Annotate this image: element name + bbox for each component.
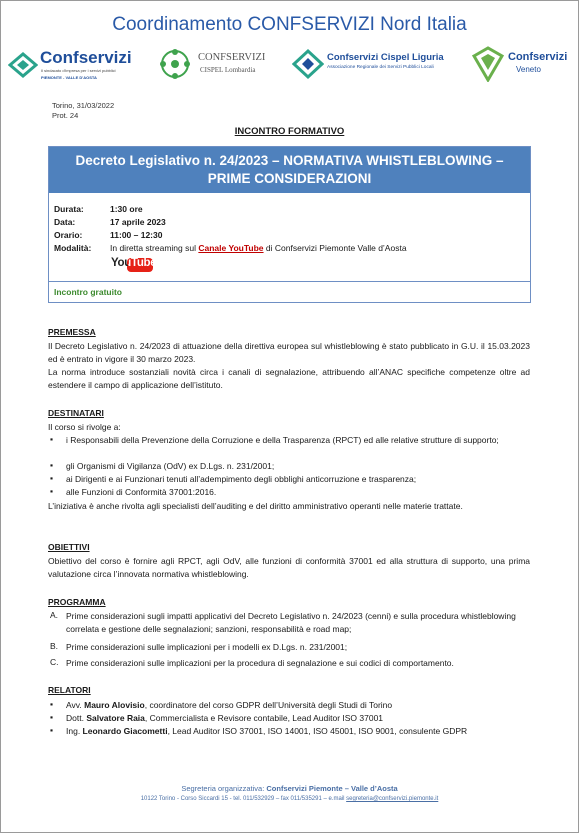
bullet-icon: ▪: [50, 725, 54, 735]
free-event-label: Incontro gratuito: [54, 287, 122, 297]
protocol-number: Prot. 24: [52, 111, 79, 120]
bullet-icon: ▪: [50, 712, 54, 722]
youtube-text: YouTube: [111, 257, 157, 269]
event-title-line-1: Decreto Legislativo n. 24/2023 – NORMATIVA WHISTLEBLOWING –: [75, 153, 504, 168]
logo-name: Confservizi: [40, 48, 132, 67]
destinatari-item: i Responsabili della Prevenzione della Corruzione e della Trasparenza (RPCT) ed alle relative strutture di supporto;: [66, 435, 499, 445]
logo-cispel-lombardia: [158, 44, 288, 84]
logo-subtitle: Il sindacato d'impresa per i servizi pubblici: [41, 68, 116, 73]
data-label: Data:: [54, 217, 76, 227]
programma-letter: A.: [50, 610, 59, 620]
event-title-line-2: PRIME CONSIDERAZIONI: [207, 171, 372, 186]
durata-value: 1:30 ore: [110, 204, 143, 214]
relatori-heading: RELATORI: [48, 685, 91, 695]
cispel-liguria-mark-icon: [292, 48, 324, 80]
programma-item: Prime considerazioni sulle implicazioni per i modelli ex D.Lgs. n. 231/2001;: [66, 642, 348, 652]
relatore-item: [66, 699, 530, 712]
cispel-lombardia-mark-icon: [158, 47, 192, 81]
page-title: Coordinamento CONFSERVIZI Nord Italia: [112, 14, 467, 35]
premessa-heading: PREMESSA: [48, 327, 96, 337]
bullet-icon: ▪: [50, 486, 54, 496]
programma-item: Prime considerazioni sugli impatti applicativi del Decreto Legislativo n. 24/2023 (cenni) e sulla procedura whistleblowing correlata e gestione delle segnalazioni; sanzioni, responsabilità e road map;: [66, 611, 516, 634]
logo-name: Confservizi: [508, 51, 568, 63]
confservizi-veneto-mark-icon: [472, 46, 504, 82]
bullet-icon: ▪: [50, 699, 54, 709]
footer-segreteria: [0, 784, 579, 793]
destinatari-intro: Il corso si rivolge a:: [48, 422, 121, 432]
event-type-heading: INCONTRO FORMATIVO: [234, 126, 345, 137]
premessa-paragraph-1: Il Decreto Legislativo n. 24/2023 di attuazione della direttiva europea sul whistleblowing è stato pubblicato in G.U. il 15.03.2023 ed è entrato in vigore il 30 marzo 2023.: [48, 341, 530, 364]
relatore-name: Mauro Alovisio: [84, 700, 145, 710]
bullet-icon: ▪: [50, 460, 54, 470]
obiettivi-heading: OBIETTIVI: [48, 542, 90, 552]
bullet-icon: ▪: [50, 434, 54, 444]
modalita-text-pre: In diretta streaming sul: [110, 243, 199, 253]
confservizi-piemonte-mark-icon: [8, 50, 38, 80]
destinatari-item: ai Dirigenti e ai Funzionari tenuti all’adempimento degli obblighi anticorruzione e trasparenza;: [66, 474, 417, 484]
programma-letter: C.: [50, 657, 59, 667]
logo-subtitle: Veneto: [516, 65, 541, 74]
modalita-text-post: di Confservizi Piemonte Valle d’Aosta: [263, 243, 407, 253]
relatore-name: Salvatore Raia: [86, 713, 145, 723]
programma-heading: PROGRAMMA: [48, 597, 106, 607]
footer-segreteria-name: Confservizi Piemonte – Valle d’Aosta: [266, 784, 398, 793]
relatore-title: Ing.: [66, 726, 83, 736]
relatore-role: , Lead Auditor ISO 37001, ISO 14001, ISO 45001, ISO 9001, consulente GDPR: [167, 726, 468, 736]
logo-subtitle: CISPEL Lombardia: [200, 66, 256, 74]
youtube-logo[interactable]: [110, 257, 157, 273]
programma-letter: B.: [50, 641, 59, 651]
youtube-wordmark: [111, 257, 156, 269]
relatore-title: Avv.: [66, 700, 85, 710]
logo-subtitle: Associazione Regionale dei Servizi Pubblici Locali: [327, 65, 434, 70]
bullet-icon: ▪: [50, 473, 54, 483]
relatore-role: , Commercialista e Revisore contabile, Lead Auditor ISO 37001: [144, 713, 384, 723]
event-title: [49, 147, 530, 193]
logo-subtitle-region: PIEMONTE - VALLE D'AOSTA: [41, 75, 97, 80]
logo-name: CONFSERVIZI: [198, 52, 266, 63]
box-divider: [49, 281, 530, 282]
footer-address-text: 10122 Torino - Corso Siccardi 15 - tel. 011/532929 – fax 011/535291 – e.mail: [140, 796, 347, 802]
destinatari-item: alle Funzioni di Conformità 37001:2016.: [66, 487, 217, 497]
youtube-channel-link[interactable]: Canale YouTube: [198, 243, 264, 253]
destinatari-heading: DESTINATARI: [48, 408, 104, 418]
document-date: Torino, 31/03/2022: [52, 101, 115, 110]
modalita-value: [110, 243, 407, 253]
obiettivi-paragraph: Obiettivo del corso è fornire agli RPCT, agli OdV, alle funzioni di conformità 37001 ed alla struttura di supporto, una prima valutazione circa l’innovata normativa whistleblowing.: [48, 556, 530, 579]
durata-label: Durata:: [54, 204, 84, 214]
footer-segreteria-label: Segreteria organizzativa:: [181, 784, 267, 793]
destinatari-outro: L’iniziativa è anche rivolta agli specialisti dell’auditing e del diritto amministrativo operanti nelle materie trattate.: [48, 501, 463, 511]
data-value: 17 aprile 2023: [110, 217, 166, 227]
relatore-item: [66, 712, 530, 725]
logo-strip: [8, 44, 571, 84]
footer-address: [0, 796, 579, 802]
logo-cispel-liguria: [292, 44, 472, 84]
footer-email-link[interactable]: segreteria@confservizi.piemonte.it: [346, 796, 439, 802]
orario-value: 11:00 – 12:30: [110, 230, 163, 240]
relatore-title: Dott.: [66, 713, 87, 723]
logo-confservizi-piemonte: [8, 44, 148, 84]
modalita-label: Modalità:: [54, 243, 92, 253]
logo-confservizi-veneto: [472, 44, 572, 84]
programma-item: Prime considerazioni sulle implicazioni per la procedura di segnalazione e sui codici di comportamento.: [66, 658, 454, 668]
relatore-role: , coordinatore del corso GDPR dell’Università degli Studi di Torino: [144, 700, 393, 710]
destinatari-item: gli Organismi di Vigilanza (OdV) ex D.Lgs. n. 231/2001;: [66, 461, 275, 471]
relatore-item: [66, 725, 530, 738]
orario-label: Orario:: [54, 230, 83, 240]
relatore-name: Leonardo Giacometti: [82, 726, 168, 736]
event-info-box: [48, 146, 531, 303]
logo-name: Confservizi Cispel Liguria: [327, 52, 444, 63]
premessa-paragraph-2: La norma introduce sostanziali novità circa i canali di segnalazione, attribuendo all’ANAC specifiche competenze oltre ad estendere il campo di applicazione dell’istituto.: [48, 367, 530, 390]
